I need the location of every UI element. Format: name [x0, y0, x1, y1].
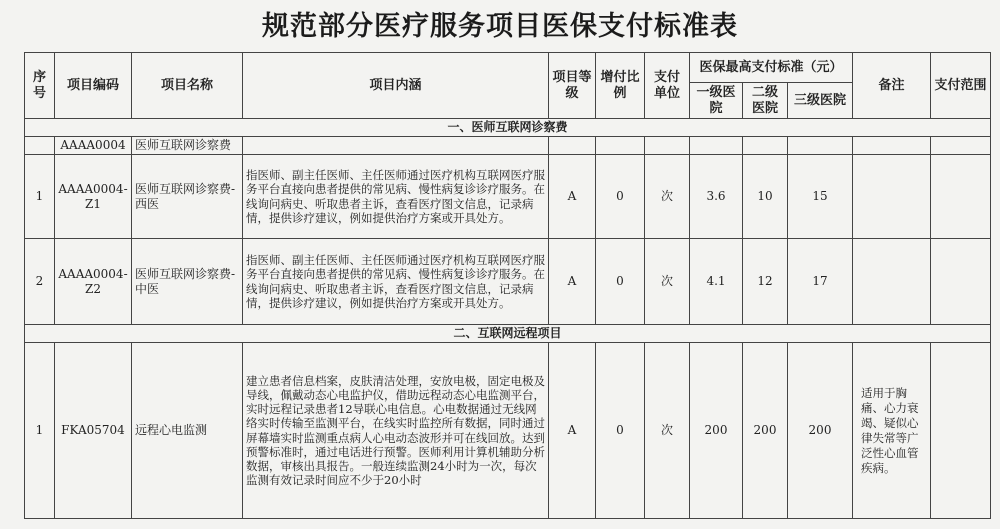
- section-row: [25, 119, 991, 137]
- section-title: 一、医师互联网诊察费: [25, 119, 991, 137]
- payment-standard-table: [24, 52, 991, 519]
- item-scope: [931, 239, 991, 325]
- item-name: 医师互联网诊察费-中医: [132, 239, 243, 325]
- col-header-unit: 支付单位: [645, 53, 690, 119]
- col-header-level2: 二级医院: [743, 83, 788, 119]
- item-name: 医师互联网诊察费-西医: [132, 155, 243, 239]
- col-header-ratio: 增付比例: [596, 53, 645, 119]
- item-seq: 1: [25, 343, 55, 519]
- section-title: 二、互联网远程项目: [25, 325, 991, 343]
- item-code: AAAA0004: [55, 137, 132, 155]
- col-header-scope: 支付范围: [931, 53, 991, 119]
- item-remark: 适用于胸痛、心力衰竭、疑似心律失常等广泛性心血管疾病。: [853, 343, 931, 519]
- item-scope: [931, 343, 991, 519]
- col-header-level3: 三级医院: [788, 83, 853, 119]
- item-level3-price: 17: [788, 239, 853, 325]
- header-row-1: [25, 53, 991, 83]
- col-header-seq: 序号: [25, 53, 55, 119]
- item-ratio: 0: [596, 239, 645, 325]
- item-content: 指医师、副主任医师、主任医师通过医疗机构互联网医疗服务平台直接向患者提供的常见病、慢性病复诊诊疗服务。在线询问病史、听取患者主诉，查看医疗图文信息，记录病情，提供诊疗建议，例如提供治疗方案或开具处方。: [243, 239, 549, 325]
- item-ratio: 0: [596, 343, 645, 519]
- item-code: FKA05704: [55, 343, 132, 519]
- item-code: AAAA0004-Z1: [55, 155, 132, 239]
- item-level2-price: 12: [743, 239, 788, 325]
- item-grade: A: [549, 239, 596, 325]
- item-unit: 次: [645, 343, 690, 519]
- col-header-code: 项目编码: [55, 53, 132, 119]
- col-header-name: 项目名称: [132, 53, 243, 119]
- item-level3-price: 15: [788, 155, 853, 239]
- item-content: 指医师、副主任医师、主任医师通过医疗机构互联网医疗服务平台直接向患者提供的常见病、慢性病复诊诊疗服务。在线询问病史、听取患者主诉，查看医疗图文信息，记录病情，提供诊疗建议，例如提供治疗方案或开具处方。: [243, 155, 549, 239]
- item-name: 医师互联网诊察费: [132, 137, 243, 155]
- table-row: [25, 239, 991, 325]
- page-title: 规范部分医疗服务项目医保支付标准表: [262, 11, 738, 42]
- item-content: 建立患者信息档案，皮肤清洁处理，安放电极，固定电极及导线，佩戴动态心电监护仪，借助远程动态心电监测平台，实时远程记录患者12导联心电信息。心电数据通过无线网络实时传输至监测平台，在线实时监控所有数据，同时通过屏幕墙实时监测重点病人心电动态波形并可在线回放。达到预警标准时，通过电话进行预警。医师利用计算机辅助分析数据，审核出具报告。一般连续监测24小时为一次，每次监测有效记录时间应不少于20小时: [243, 343, 549, 519]
- item-level1-price: 4.1: [690, 239, 743, 325]
- item-scope: [931, 155, 991, 239]
- section-row: [25, 325, 991, 343]
- item-code: AAAA0004-Z2: [55, 239, 132, 325]
- col-header-max-standard: 医保最高支付标准（元）: [690, 53, 853, 83]
- item-remark: [853, 155, 931, 239]
- col-header-content: 项目内涵: [243, 53, 549, 119]
- item-seq: 1: [25, 155, 55, 239]
- item-ratio: 0: [596, 155, 645, 239]
- item-level3-price: 200: [788, 343, 853, 519]
- item-unit: 次: [645, 239, 690, 325]
- item-level1-price: 3.6: [690, 155, 743, 239]
- item-unit: 次: [645, 155, 690, 239]
- table-row: [25, 137, 991, 155]
- table-row: [25, 155, 991, 239]
- item-remark: [853, 239, 931, 325]
- col-header-level1: 一级医院: [690, 83, 743, 119]
- item-level1-price: 200: [690, 343, 743, 519]
- col-header-remark: 备注: [853, 53, 931, 119]
- item-level2-price: 10: [743, 155, 788, 239]
- item-grade: A: [549, 155, 596, 239]
- table-row: [25, 343, 991, 519]
- item-name: 远程心电监测: [132, 343, 243, 519]
- item-level2-price: 200: [743, 343, 788, 519]
- item-seq: 2: [25, 239, 55, 325]
- col-header-grade: 项目等级: [549, 53, 596, 119]
- item-grade: A: [549, 343, 596, 519]
